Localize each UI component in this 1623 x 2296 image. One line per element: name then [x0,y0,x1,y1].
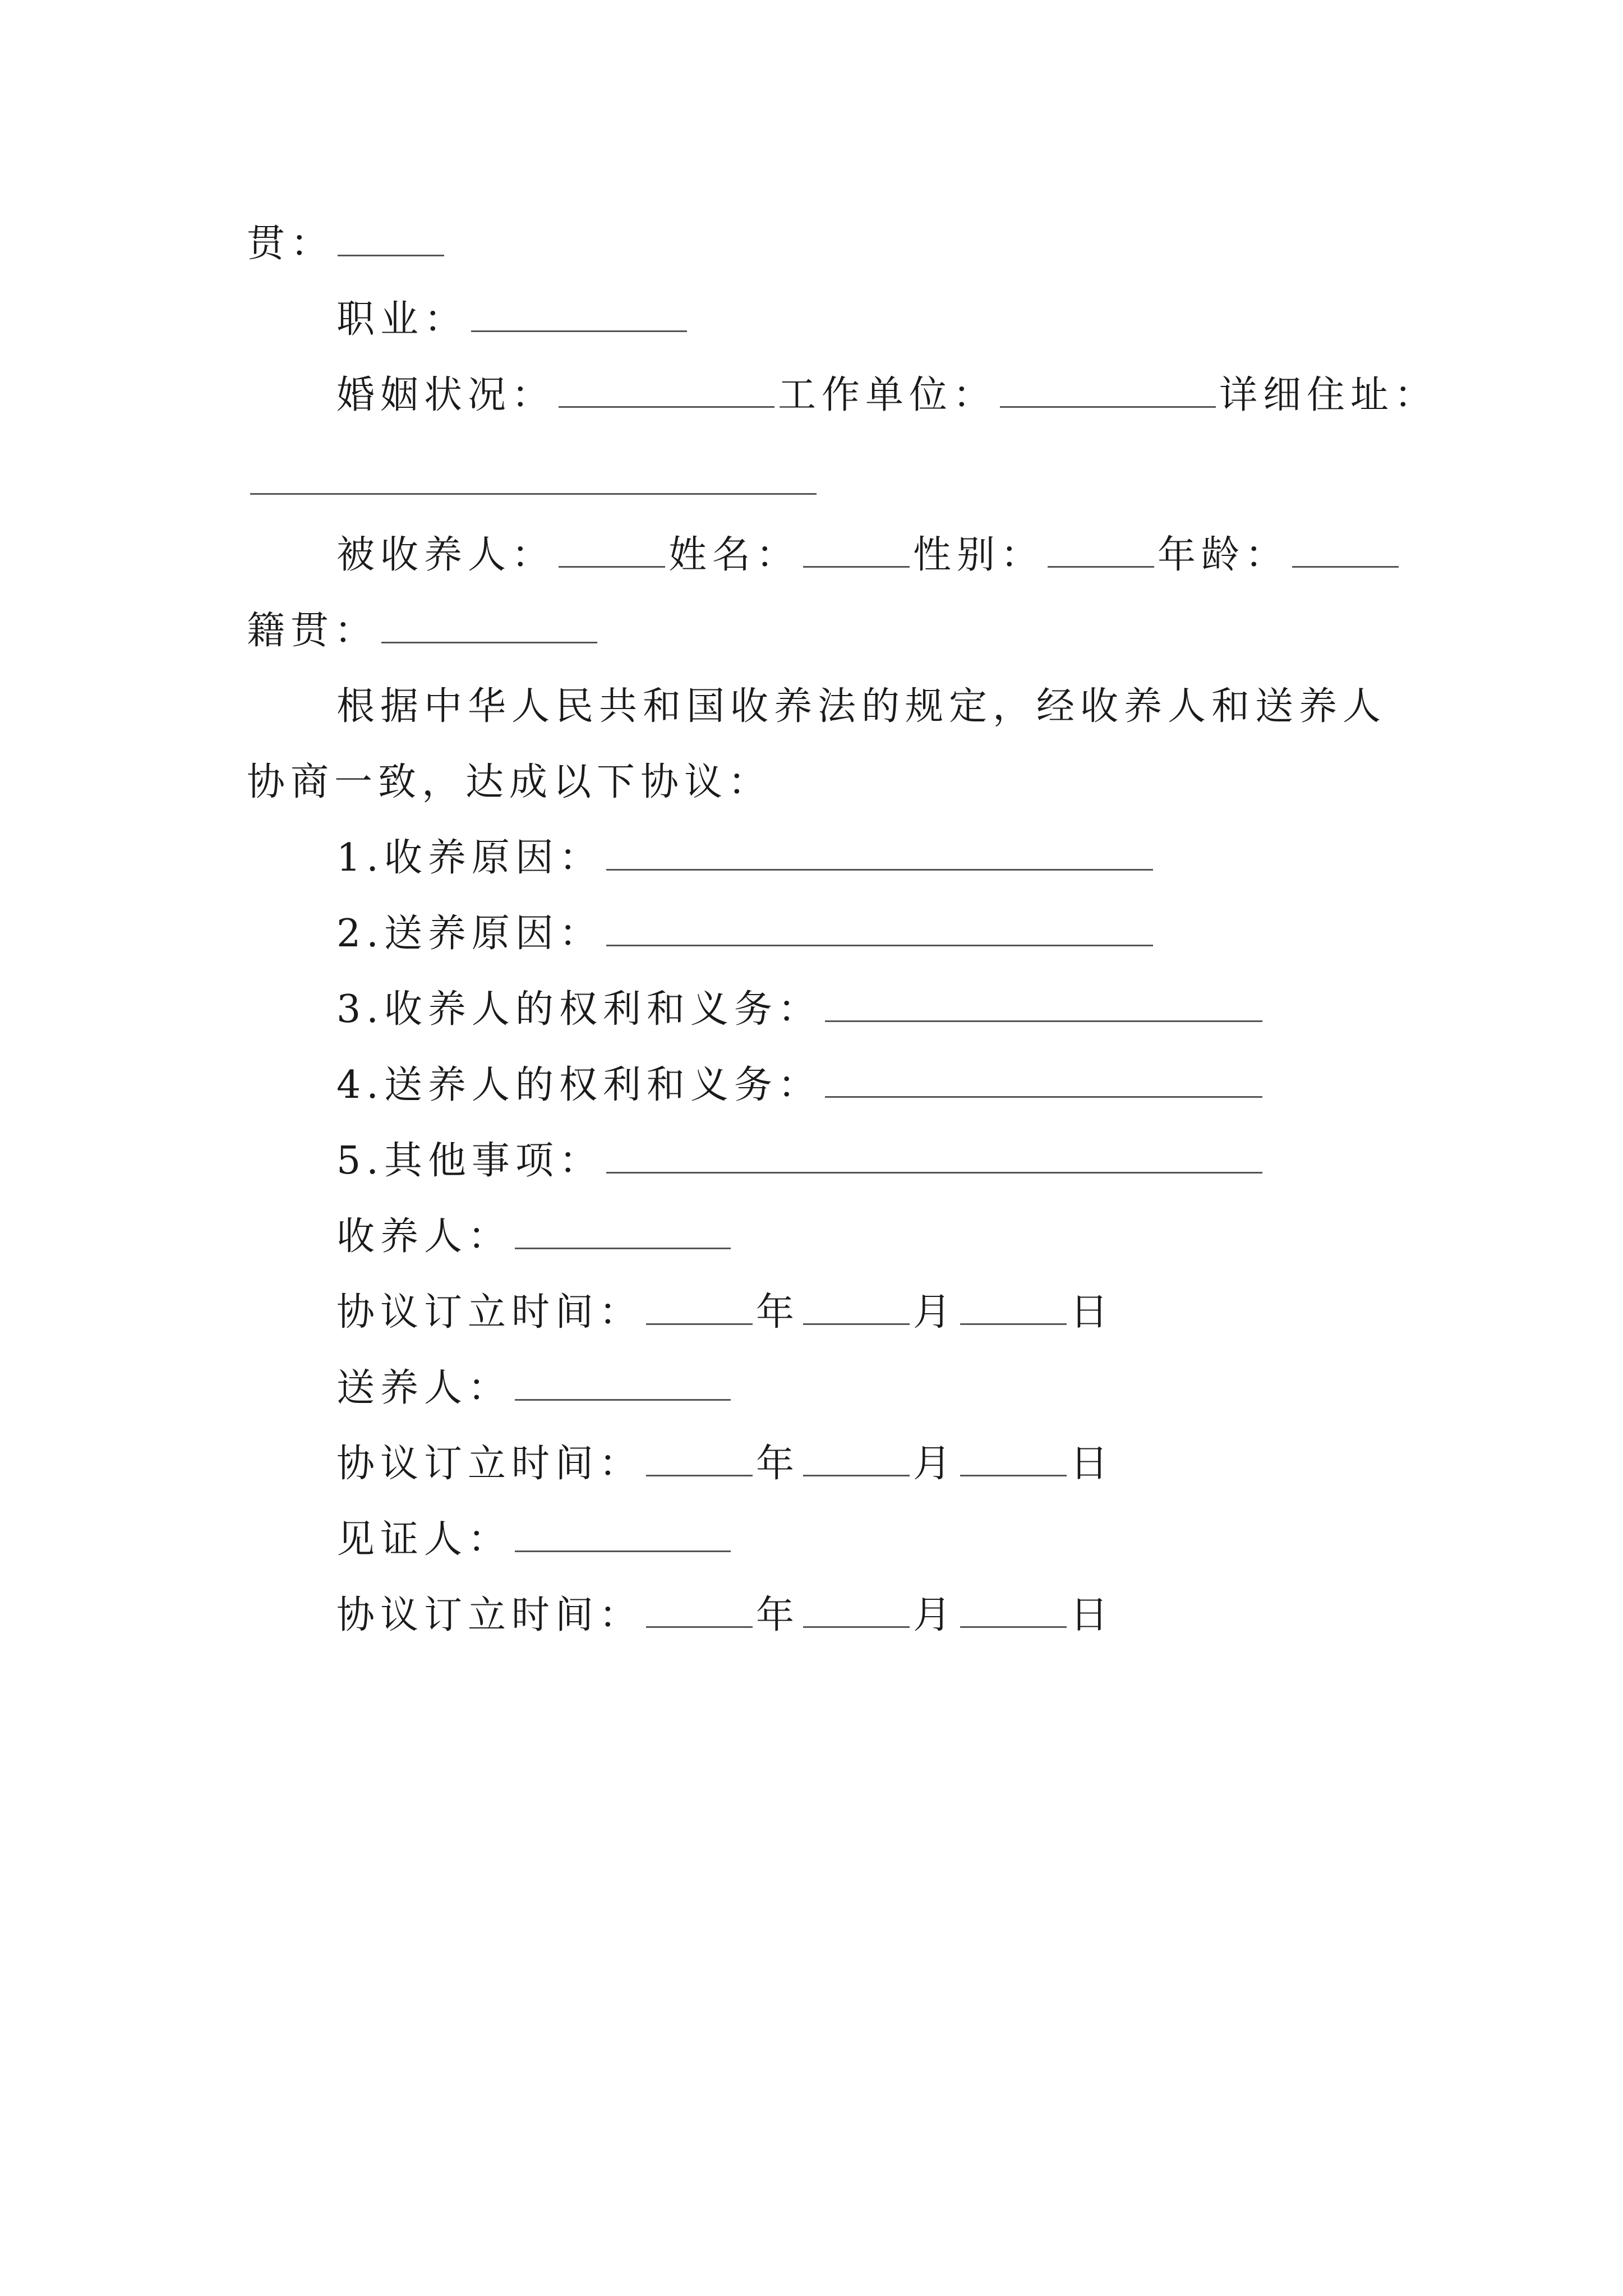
label-day: 日 [1070,1290,1114,1335]
blank-day[interactable] [960,1290,1067,1325]
label-adoption-reason: 1.收养原因： [336,836,603,880]
blank-year[interactable] [646,1290,753,1325]
label-relinquisher: 送养人： [336,1366,512,1410]
label-month: 月 [913,1593,957,1637]
paragraph-line-2 [247,754,772,811]
blank-month[interactable] [803,1290,910,1325]
blank-day[interactable] [960,1441,1067,1476]
blank-native-place-2[interactable] [381,608,597,643]
label-relinquisher-rights: 4.送养人的权利和义务： [336,1063,822,1107]
blank-marital-status[interactable] [559,372,774,408]
blank-name[interactable] [803,532,910,568]
item-other-matters [336,1133,1266,1189]
line-marital-work-address [336,367,1438,424]
blank-native-place[interactable] [338,221,444,256]
line-native-place [247,603,601,659]
blank-occupation[interactable] [471,297,687,332]
blank-year[interactable] [646,1593,753,1628]
label-other-matters: 5.其他事项： [336,1139,603,1183]
blank-month[interactable] [803,1441,910,1476]
blank-day[interactable] [960,1593,1067,1628]
blank-gender[interactable] [1048,532,1154,568]
item-adopter-rights [336,982,1266,1038]
label-year: 年 [756,1442,800,1486]
label-day: 日 [1070,1593,1114,1637]
line-address-blank [247,454,820,510]
label-agreement-date: 协议订立时间： [336,1593,643,1637]
label-work-unit: 工作单位： [778,373,997,417]
label-witness: 见证人： [336,1517,512,1562]
blank-month[interactable] [803,1593,910,1628]
blank-work-unit[interactable] [1000,372,1216,408]
signature-relinquisher [336,1360,734,1416]
paragraph-text-2: 协商一致，达成以下协议： [247,760,772,804]
label-relinquish-reason: 2.送养原因： [336,912,603,956]
label-gender: 性别： [913,533,1045,577]
label-adopter: 收养人： [336,1214,512,1259]
blank-adoption-reason[interactable] [606,835,1153,871]
label-name: 姓名： [668,533,800,577]
blank-year[interactable] [646,1441,753,1476]
blank-relinquisher[interactable] [515,1365,731,1401]
label-marital-status: 婚姻状况： [336,373,556,417]
label-month: 月 [913,1290,957,1335]
label-year: 年 [756,1290,800,1335]
blank-other-matters[interactable] [606,1138,1262,1174]
line-adoptee [336,527,1402,583]
label-age: 年龄： [1158,533,1289,577]
line-occupation [336,292,690,348]
item-adoption-reason [336,830,1156,886]
blank-address[interactable] [250,459,817,495]
blank-relinquish-reason[interactable] [606,911,1153,946]
label-native-place-tail: 贯： [247,222,335,266]
item-relinquish-reason [336,906,1156,962]
label-native-place: 籍贯： [247,609,379,653]
date-line-relinquisher [336,1436,1114,1492]
blank-adopter-rights[interactable] [825,987,1262,1022]
label-adopter-rights: 3.收养人的权利和义务： [336,987,822,1032]
paragraph-text-1: 根据中华人民共和国收养法的规定，经收养人和送养人 [336,684,1387,729]
label-occupation: 职业： [336,297,468,342]
signature-adopter [336,1209,734,1265]
label-agreement-date: 协议订立时间： [336,1442,643,1486]
line-native-place-cont [247,216,448,272]
label-address: 详细住址： [1219,373,1438,417]
blank-adoptee[interactable] [559,532,665,568]
label-year: 年 [756,1593,800,1637]
blank-witness[interactable] [515,1517,731,1552]
label-agreement-date: 协议订立时间： [336,1290,643,1335]
blank-relinquisher-rights[interactable] [825,1062,1262,1098]
paragraph-line-1 [336,679,1386,735]
label-month: 月 [913,1442,957,1486]
label-day: 日 [1070,1442,1114,1486]
signature-witness [336,1512,734,1568]
blank-age[interactable] [1292,532,1399,568]
date-line-witness [336,1588,1114,1644]
blank-adopter[interactable] [515,1214,731,1249]
label-adoptee: 被收养人： [336,533,556,577]
item-relinquisher-rights [336,1057,1266,1114]
date-line-adopter [336,1285,1114,1341]
